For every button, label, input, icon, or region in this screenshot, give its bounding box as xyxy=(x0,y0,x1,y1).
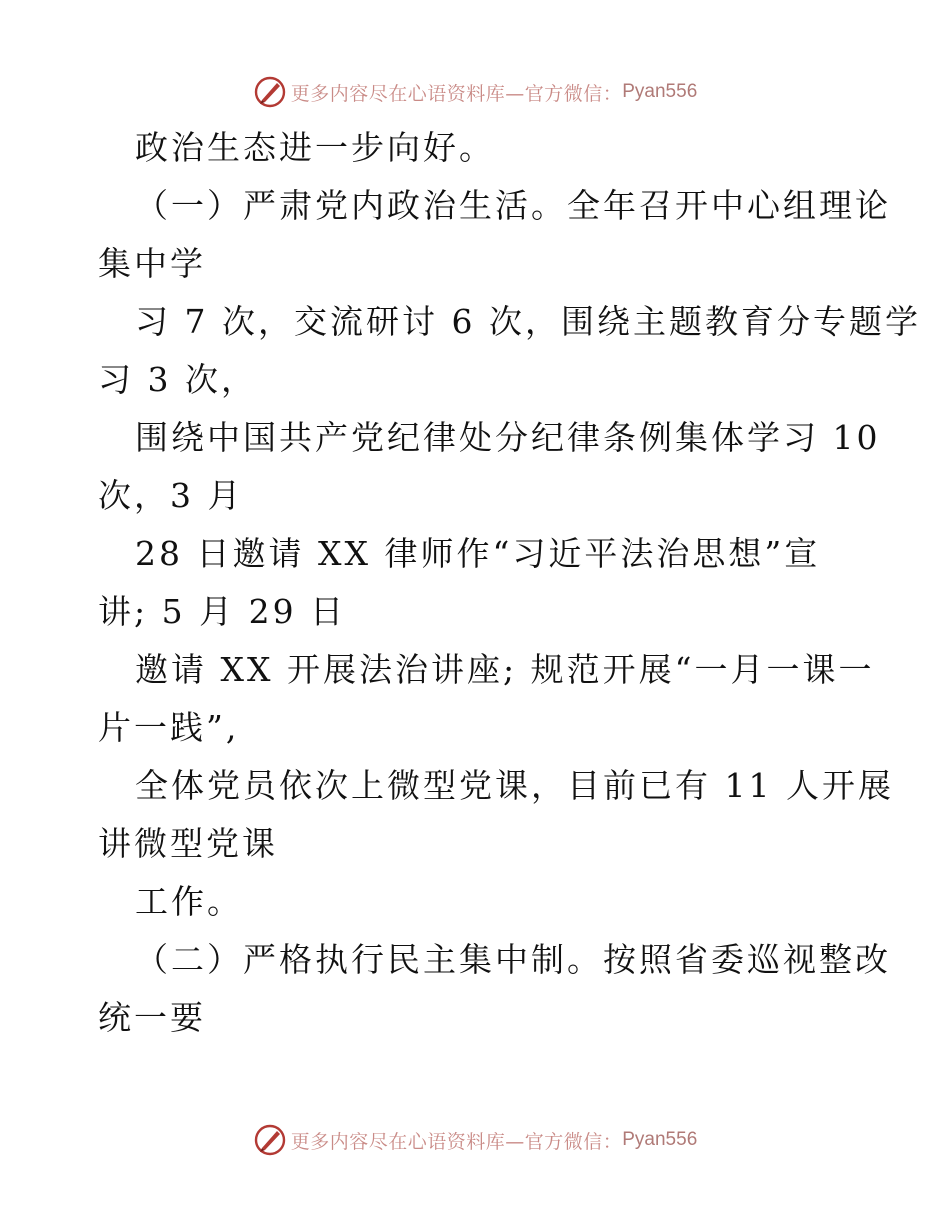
body-line: 习 3 次， xyxy=(98,360,257,399)
body-line: （一）严肃党内政治生活。全年召开中心组理论 xyxy=(135,186,891,225)
watermark-wechat-id: Pyan556 xyxy=(622,81,698,102)
body-line: （二）严格执行民主集中制。按照省委巡视整改 xyxy=(135,940,891,979)
body-line: 片一践”, xyxy=(98,708,240,747)
body-line: 统一要 xyxy=(98,998,206,1037)
body-line: 工作。 xyxy=(135,882,243,921)
watermark-text: 更多内容尽在心语资料库—官方微信： xyxy=(290,1130,623,1153)
body-line: 次，3 月 xyxy=(98,476,244,515)
body-line: 邀请 XX 开展法治讲座; 规范开展“一月一课一 xyxy=(135,650,875,689)
watermark-text: 更多内容尽在心语资料库—官方微信： xyxy=(290,82,623,105)
watermark-wechat-id: Pyan556 xyxy=(622,1129,698,1150)
footer-watermark xyxy=(0,1120,950,1160)
body-line: 全体党员依次上微型党课，目前已有 11 人开展 xyxy=(135,766,894,805)
body-line: 习 7 次，交流研讨 6 次，围绕主题教育分专题学 xyxy=(135,302,921,341)
pen-logo-icon xyxy=(253,1123,287,1157)
body-line: 政治生态进一步向好。 xyxy=(135,128,495,167)
body-line: 讲微型党课 xyxy=(98,824,278,863)
body-line: 围绕中国共产党纪律处分纪律条例集体学习 10 xyxy=(135,418,881,457)
body-line: 28 日邀请 XX 律师作“习近平法治思想”宣 xyxy=(135,534,821,573)
body-line: 讲; 5 月 29 日 xyxy=(98,592,347,631)
body-line: 集中学 xyxy=(98,244,206,283)
